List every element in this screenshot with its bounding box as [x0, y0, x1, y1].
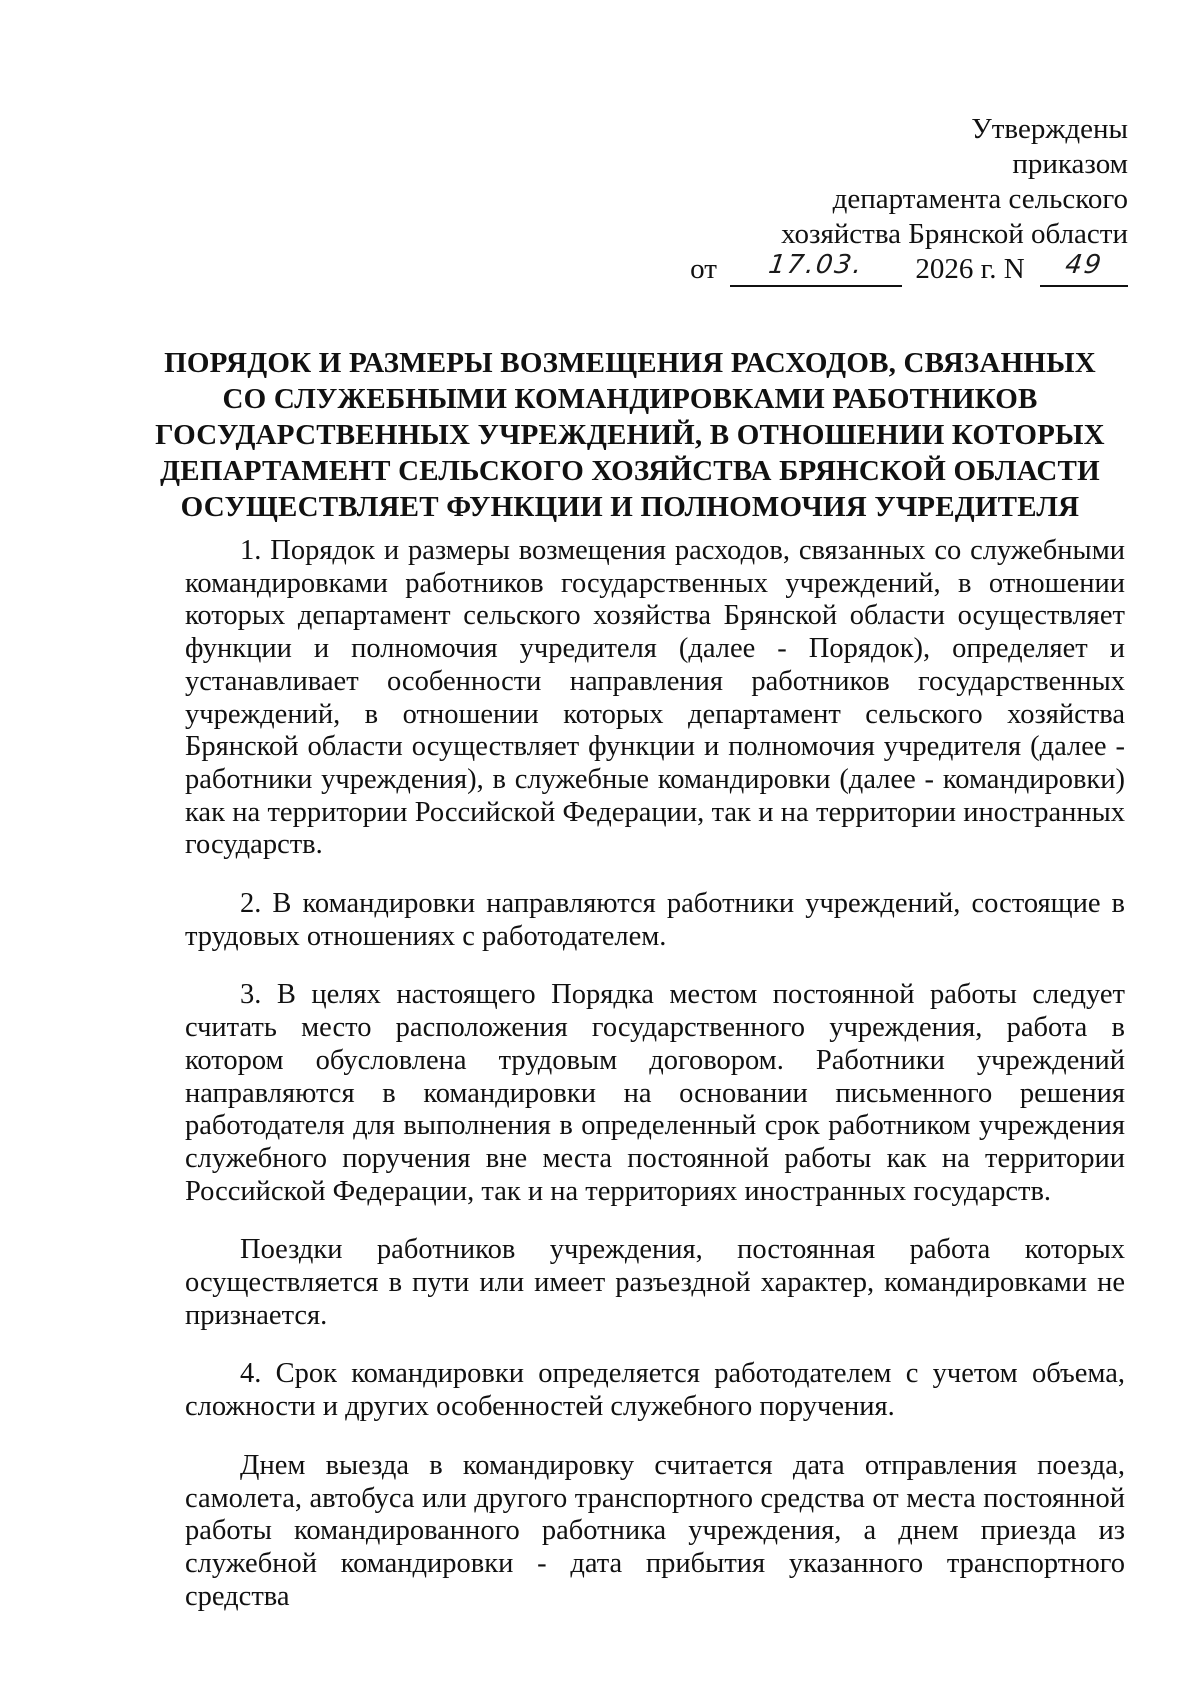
approval-line: Утверждены	[971, 113, 1128, 145]
paragraph-4-departure: Днем выезда в командировку считается дата отправления поезда, самолета, автобуса или другого транспортного средства от места постоянной работы командированного работника учреждения, а днем приезда из служебной командировки - дата прибытия указанного транспортного средства	[185, 1449, 1125, 1612]
document-title	[150, 345, 1110, 525]
title-line: СО СЛУЖЕБНЫМИ КОМАНДИРОВКАМИ РАБОТНИКОВ	[222, 383, 1038, 415]
approval-line: приказом	[1012, 148, 1128, 180]
approval-date-line	[568, 252, 1128, 287]
title-line: ГОСУДАРСТВЕННЫХ УЧРЕЖДЕНИЙ, В ОТНОШЕНИИ КОТОРЫХ	[155, 419, 1105, 451]
paragraph-4: 4. Срок командировки определяется работодателем с учетом объема, сложности и других особенностей служебного поручения.	[185, 1358, 1125, 1423]
paragraph-3: 3. В целях настоящего Порядка местом постоянной работы следует считать место расположения государственного учреждения, работа в котором обусловлена трудовым договором. Работники учреждений направляются в командировки на основании письменного решения работодателя для выполнения в определенный срок работником учреждения служебного поручения вне места постоянной работы как на территории Российской Федерации, так и на территориях иностранных государств.	[185, 979, 1125, 1207]
handwritten-date: 17.03.	[766, 250, 866, 280]
title-line: ДЕПАРТАМЕНТ СЕЛЬСКОГО ХОЗЯЙСТВА БРЯНСКОЙ ОБЛАСТИ	[160, 455, 1100, 487]
year-label: 2026 г. N	[915, 253, 1025, 285]
title-line: ОСУЩЕСТВЛЯЕТ ФУНКЦИИ И ПОЛНОМОЧИЯ УЧРЕДИТЕЛЯ	[180, 491, 1080, 523]
title-line: ПОРЯДОК И РАЗМЕРЫ ВОЗМЕЩЕНИЯ РАСХОДОВ, СВЯЗАННЫХ	[164, 347, 1096, 379]
number-blank	[1040, 250, 1128, 287]
document-body	[185, 535, 1125, 1613]
date-prefix: от	[690, 253, 717, 285]
paragraph-2: 2. В командировки направляются работники учреждений, состоящие в трудовых отношениях с работодателем.	[185, 888, 1125, 952]
date-blank	[730, 250, 902, 287]
approval-block	[568, 112, 1128, 287]
approval-line: департамента сельского	[832, 183, 1128, 215]
approval-line: хозяйства Брянской области	[781, 218, 1128, 250]
handwritten-number: 49	[1063, 250, 1105, 280]
paragraph-1: 1. Порядок и размеры возмещения расходов, связанных со служебными командировками работников государственных учреждений, в отношении которых департамент сельского хозяйства Брянской области осуществляет функции и полномочия учредителя (далее - Порядок), определяет и устанавливает особенности направления работников государственных учреждений, в отношении которых департамент сельского хозяйства Брянской области осуществляет функции и полномочия учредителя (далее - работники учреждения), в служебные командировки (далее - командировки) как на территории Российской Федерации, так и на территории иностранных государств.	[185, 535, 1125, 861]
paragraph-3-note: Поездки работников учреждения, постоянная работа которых осуществляется в пути или имеет разъездной характер, командировками не признается.	[185, 1234, 1125, 1331]
